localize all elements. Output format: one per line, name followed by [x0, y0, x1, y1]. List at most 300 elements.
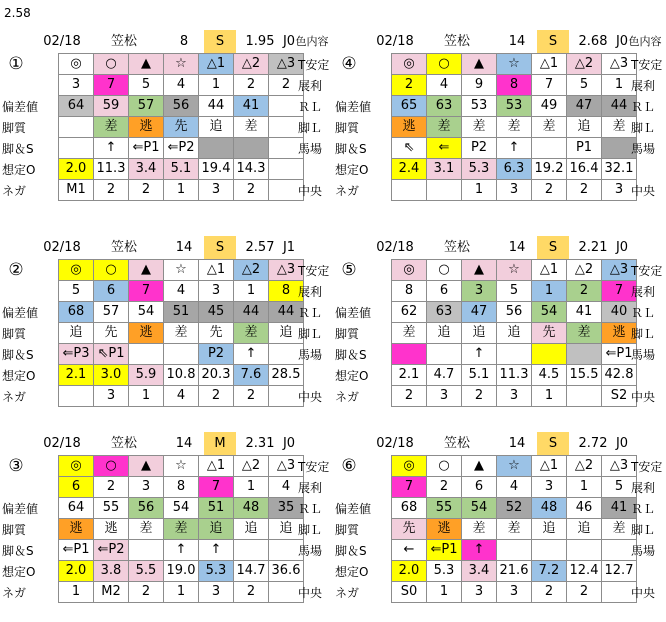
race-panel-p3 [0, 432, 330, 622]
grid-cell: △2 [567, 456, 602, 477]
grid-cell: 63 [427, 302, 462, 323]
grid-row [392, 117, 637, 138]
grid-row [59, 302, 304, 323]
grid-cell: ⇐P1 [59, 540, 94, 561]
grid-cell: 2 [129, 180, 164, 201]
grid-cell: 2 [129, 582, 164, 603]
grid-cell: P1 [567, 138, 602, 159]
row-label: 脚質 [335, 523, 360, 537]
grid-cell: 5 [129, 75, 164, 96]
side-label: 展利 [298, 79, 323, 93]
grid-row [392, 456, 637, 477]
grid-cell [532, 540, 567, 561]
side-label: 馬場 [298, 544, 323, 558]
grid-cell: 2 [94, 477, 129, 498]
grid-cell: ▲ [462, 260, 497, 281]
grid-row [59, 386, 304, 407]
grid-cell: ◎ [392, 260, 427, 281]
grid-cell: 追 [269, 323, 304, 344]
grid-cell: 3 [602, 180, 637, 201]
grid-row [59, 117, 304, 138]
grid-cell: 1 [199, 75, 234, 96]
grid-cell: S0 [392, 582, 427, 603]
grid-cell: 3 [427, 386, 462, 407]
grid-cell: 差 [532, 117, 567, 138]
row-label: ネガ [335, 586, 360, 600]
grid-cell: 44 [269, 302, 304, 323]
grid-cell: 32.1 [602, 159, 637, 180]
panel-header [333, 236, 653, 259]
grid-cell: ⇐P2 [164, 138, 199, 159]
grid-row [392, 302, 637, 323]
side-label: 展利 [631, 481, 656, 495]
panel-number-badge: ③ [8, 456, 24, 476]
grid-row [59, 54, 304, 75]
grid-cell: 5 [602, 477, 637, 498]
grid-cell: 5.9 [129, 365, 164, 386]
grid-cell: 6.3 [497, 159, 532, 180]
grid-cell: 2 [567, 582, 602, 603]
grid-cell: 55 [94, 498, 129, 519]
grid-cell: ◎ [59, 456, 94, 477]
grid-cell: ◎ [392, 54, 427, 75]
row-label: ネガ [335, 184, 360, 198]
side-label: 脚Ｌ [631, 523, 656, 537]
grid-cell: S2 [602, 386, 637, 407]
grid-cell: △3 [269, 456, 304, 477]
header-index: 2.72 [578, 436, 608, 451]
panel-number-badge: ④ [341, 54, 357, 74]
grid-row [59, 75, 304, 96]
grid-cell: ↑ [462, 344, 497, 365]
grid-cell: 差 [164, 323, 199, 344]
grid-cell: 追 [532, 519, 567, 540]
row-label: 想定O [335, 163, 369, 177]
grid-cell: P2 [199, 344, 234, 365]
row-label: 想定O [2, 369, 36, 383]
grid-cell: 3 [497, 386, 532, 407]
side-label: ＲＬ [298, 502, 323, 516]
grid-cell: 2 [94, 180, 129, 201]
grid-cell: 7 [392, 477, 427, 498]
grid-cell: △1 [532, 260, 567, 281]
grid-cell: 55 [427, 498, 462, 519]
grid-cell: 2 [234, 582, 269, 603]
header-surface: S [537, 432, 569, 455]
grid-cell [234, 138, 269, 159]
grid-cell: 先 [532, 323, 567, 344]
row-label: 偏差値 [335, 306, 372, 320]
header-index: 1.95 [245, 34, 275, 49]
side-label: 脚Ｌ [631, 121, 656, 135]
grid-cell: 20.3 [199, 365, 234, 386]
grid-cell: 逃 [392, 117, 427, 138]
row-label: 脚質 [2, 523, 27, 537]
grid-cell: 1 [532, 281, 567, 302]
grid-cell: ⇐P3 [59, 344, 94, 365]
grid-cell: 11.3 [94, 159, 129, 180]
row-label: 脚質 [2, 327, 27, 341]
grid-cell: △3 [602, 54, 637, 75]
grid-cell: 44 [602, 96, 637, 117]
grid-cell: ○ [94, 260, 129, 281]
header-track: 笠松 [443, 240, 470, 255]
grid-cell: 追 [59, 323, 94, 344]
grid-cell: ⇐P1 [602, 344, 637, 365]
grid-row [392, 498, 637, 519]
grid-cell: 2 [199, 386, 234, 407]
grid-cell: 41 [602, 498, 637, 519]
grid-cell [269, 159, 304, 180]
grid-cell: 逃 [129, 117, 164, 138]
grid-row [392, 365, 637, 386]
grid-cell: 64 [59, 96, 94, 117]
race-grid [391, 259, 637, 407]
side-label: 中央 [631, 586, 656, 600]
grid-cell: 1 [59, 582, 94, 603]
side-label: ＲＬ [631, 100, 656, 114]
side-label: ＲＬ [298, 306, 323, 320]
grid-cell: 28.5 [269, 365, 304, 386]
grid-cell: 1 [164, 582, 199, 603]
grid-row [59, 323, 304, 344]
grid-cell: 差 [602, 519, 637, 540]
grid-cell: 3.1 [427, 159, 462, 180]
grid-cell: 2.1 [59, 365, 94, 386]
grid-cell: 10.8 [164, 365, 199, 386]
header-date: 02/18 [376, 436, 414, 451]
grid-cell: 2 [567, 281, 602, 302]
header-index: 2.31 [245, 436, 275, 451]
grid-cell: △3 [602, 456, 637, 477]
grid-row [59, 477, 304, 498]
grid-cell: 2 [462, 386, 497, 407]
grid-cell: 56 [497, 302, 532, 323]
panel-header [0, 30, 329, 53]
grid-row [59, 260, 304, 281]
header-race: 14 [175, 436, 193, 451]
row-label: 脚＆S [335, 142, 367, 156]
grid-cell: 追 [234, 519, 269, 540]
row-label: 脚質 [335, 121, 360, 135]
side-label: 馬場 [631, 544, 656, 558]
grid-row [59, 498, 304, 519]
grid-row [59, 456, 304, 477]
grid-cell: △1 [532, 456, 567, 477]
grid-cell: 14.7 [234, 561, 269, 582]
grid-cell: △2 [567, 260, 602, 281]
grid-cell: 4 [164, 75, 199, 96]
grid-cell [532, 344, 567, 365]
grid-row [59, 96, 304, 117]
grid-cell: 2 [427, 477, 462, 498]
row-label: ネガ [2, 184, 27, 198]
grid-cell: 逃 [602, 323, 637, 344]
panel-header [0, 236, 320, 259]
grid-row [392, 281, 637, 302]
grid-cell: 差 [602, 117, 637, 138]
grid-cell: ▲ [462, 456, 497, 477]
header-index: 2.57 [245, 240, 275, 255]
panel-number-badge: ⑥ [341, 456, 357, 476]
grid-cell: 64 [59, 498, 94, 519]
grid-cell: 5.3 [462, 159, 497, 180]
grid-cell: ▲ [129, 260, 164, 281]
grid-cell: 追 [269, 519, 304, 540]
grid-cell: 先 [199, 323, 234, 344]
grid-cell: 5.3 [427, 561, 462, 582]
grid-cell: 差 [129, 519, 164, 540]
grid-cell: 先 [392, 519, 427, 540]
grid-cell: 44 [234, 302, 269, 323]
grid-cell: ☆ [164, 456, 199, 477]
grid-cell: 2 [234, 75, 269, 96]
grid-cell: △3 [602, 260, 637, 281]
grid-cell: 5.1 [462, 365, 497, 386]
race-panel-p4 [333, 30, 663, 220]
grid-cell: 差 [234, 323, 269, 344]
side-label: 馬場 [298, 348, 323, 362]
grid-cell [59, 117, 94, 138]
grid-cell: ☆ [164, 54, 199, 75]
grid-cell: 41 [234, 96, 269, 117]
grid-cell: 追 [199, 519, 234, 540]
grid-cell [164, 344, 199, 365]
grid-cell: 2.0 [392, 561, 427, 582]
grid-cell: 35 [269, 498, 304, 519]
grid-cell: 56 [129, 498, 164, 519]
header-surface: S [204, 30, 236, 53]
header-code: J0 [615, 240, 629, 255]
grid-cell: 8 [497, 75, 532, 96]
grid-row [392, 260, 637, 281]
row-label: 脚＆S [335, 544, 367, 558]
grid-row [392, 561, 637, 582]
grid-cell: 6 [427, 281, 462, 302]
grid-cell: 44 [199, 96, 234, 117]
grid-cell: 5.1 [164, 159, 199, 180]
header-race: 14 [175, 240, 193, 255]
row-label: ネガ [335, 390, 360, 404]
grid-cell: 46 [567, 498, 602, 519]
grid-cell: 1 [234, 281, 269, 302]
grid-cell: ▲ [129, 456, 164, 477]
grid-cell: 19.4 [199, 159, 234, 180]
grid-cell: 3 [532, 477, 567, 498]
grid-cell: 差 [462, 117, 497, 138]
grid-cell: 3 [94, 386, 129, 407]
grid-cell: 47 [462, 302, 497, 323]
grid-cell: 逃 [129, 323, 164, 344]
header-race: 14 [508, 34, 526, 49]
side-label: T安定 [631, 58, 663, 72]
grid-cell: 7.2 [532, 561, 567, 582]
grid-cell: 51 [164, 302, 199, 323]
grid-cell: 3 [462, 582, 497, 603]
grid-cell: 2 [532, 180, 567, 201]
grid-cell: 59 [94, 96, 129, 117]
grid-cell: 2 [392, 386, 427, 407]
grid-cell: 7 [602, 281, 637, 302]
grid-cell: 1 [532, 386, 567, 407]
grid-cell: 2 [392, 75, 427, 96]
grid-row [392, 96, 637, 117]
grid-cell: 2 [532, 582, 567, 603]
grid-cell: 3.0 [94, 365, 129, 386]
grid-cell: 2 [269, 75, 304, 96]
grid-cell: 14.3 [234, 159, 269, 180]
grid-cell: 6 [462, 477, 497, 498]
grid-cell: 7 [129, 281, 164, 302]
grid-cell: 11.3 [497, 365, 532, 386]
grid-cell: ⇖P1 [94, 344, 129, 365]
panel-header [333, 432, 653, 455]
grid-cell: ↑ [94, 138, 129, 159]
grid-cell: 6 [59, 477, 94, 498]
grid-cell: 42.8 [602, 365, 637, 386]
side-label: ＲＬ [298, 100, 323, 114]
grid-row [392, 386, 637, 407]
grid-cell: ○ [427, 54, 462, 75]
grid-cell: 7 [94, 75, 129, 96]
grid-cell: 53 [497, 96, 532, 117]
grid-cell: △1 [199, 54, 234, 75]
grid-cell [199, 138, 234, 159]
grid-cell: 7 [199, 477, 234, 498]
grid-cell: △3 [269, 54, 304, 75]
race-grid [58, 455, 304, 603]
row-label: 想定O [335, 369, 369, 383]
grid-cell: 差 [164, 519, 199, 540]
grid-cell: 1 [129, 386, 164, 407]
grid-cell: 54 [164, 498, 199, 519]
grid-cell: 1 [602, 75, 637, 96]
row-label: 偏差値 [2, 502, 39, 516]
grid-cell: 54 [462, 498, 497, 519]
grid-cell: 先 [94, 323, 129, 344]
grid-cell: 53 [462, 96, 497, 117]
grid-cell: ⇐P2 [94, 540, 129, 561]
grid-cell: 4 [164, 281, 199, 302]
side-label: ＲＬ [631, 502, 656, 516]
race-grid [391, 53, 637, 201]
side-label: 馬場 [631, 348, 656, 362]
panel-number-badge: ⑤ [341, 260, 357, 280]
grid-cell: 追 [199, 117, 234, 138]
race-panel-p1 [0, 30, 330, 220]
grid-cell: 54 [532, 302, 567, 323]
grid-cell: 12.4 [567, 561, 602, 582]
grid-cell: 追 [497, 323, 532, 344]
grid-cell [567, 344, 602, 365]
grid-cell: ▲ [462, 54, 497, 75]
grid-row [59, 582, 304, 603]
grid-cell: 4 [269, 477, 304, 498]
grid-cell: 1 [567, 477, 602, 498]
grid-cell: ↑ [497, 138, 532, 159]
grid-cell: P2 [462, 138, 497, 159]
side-label: T安定 [298, 264, 330, 278]
grid-cell: 3 [199, 180, 234, 201]
grid-cell: ○ [94, 54, 129, 75]
row-label: ネガ [2, 586, 27, 600]
grid-cell [497, 344, 532, 365]
side-label: 中央 [298, 586, 323, 600]
grid-cell: 4 [497, 477, 532, 498]
grid-cell: 3 [199, 582, 234, 603]
grid-cell: ⇐P1 [427, 540, 462, 561]
row-label: 想定O [2, 565, 36, 579]
grid-cell: 2.0 [59, 561, 94, 582]
grid-cell: ↑ [199, 540, 234, 561]
row-label: 脚質 [335, 327, 360, 341]
grid-row [392, 75, 637, 96]
grid-cell: 2.0 [59, 159, 94, 180]
grid-cell [59, 138, 94, 159]
grid-cell: 40 [602, 302, 637, 323]
grid-cell: △2 [234, 54, 269, 75]
grid-cell: 2.4 [392, 159, 427, 180]
grid-cell: 2 [567, 180, 602, 201]
grid-cell: 7.6 [234, 365, 269, 386]
grid-cell: M2 [94, 582, 129, 603]
grid-cell: 1 [462, 180, 497, 201]
row-label: 偏差値 [335, 502, 372, 516]
header-surface: S [537, 236, 569, 259]
grid-row [392, 138, 637, 159]
side-label: ＲＬ [631, 306, 656, 320]
grid-cell: 差 [497, 519, 532, 540]
grid-cell: 65 [392, 96, 427, 117]
header-date: 02/18 [376, 34, 414, 49]
grid-row [59, 281, 304, 302]
grid-cell: 57 [94, 302, 129, 323]
grid-cell: △2 [234, 456, 269, 477]
grid-cell: 68 [59, 302, 94, 323]
grid-cell: 8 [269, 281, 304, 302]
grid-cell: ☆ [164, 260, 199, 281]
grid-cell: 19.0 [164, 561, 199, 582]
grid-cell: 3.4 [462, 561, 497, 582]
header-track: 笠松 [110, 240, 137, 255]
grid-cell: 追 [567, 117, 602, 138]
side-label: 展利 [631, 285, 656, 299]
race-grid [58, 53, 304, 201]
grid-cell: 2 [234, 386, 269, 407]
grid-cell: 5.5 [129, 561, 164, 582]
side-label: 脚Ｌ [298, 121, 323, 135]
race-panel-p5 [333, 236, 663, 426]
grid-cell: 62 [392, 302, 427, 323]
header-track: 笠松 [443, 34, 470, 49]
grid-cell: 3 [497, 582, 532, 603]
grid-cell: 6 [94, 281, 129, 302]
grid-cell: 16.4 [567, 159, 602, 180]
grid-cell: △1 [532, 54, 567, 75]
row-label: 脚＆S [2, 544, 34, 558]
grid-cell: 追 [567, 519, 602, 540]
side-label: T安定 [298, 460, 330, 474]
grid-row [392, 180, 637, 201]
header-race: 14 [508, 240, 526, 255]
header-surface: M [204, 432, 236, 455]
grid-row [59, 561, 304, 582]
grid-cell: ◎ [59, 260, 94, 281]
grid-cell: 68 [392, 498, 427, 519]
grid-cell [392, 344, 427, 365]
header-extra-label: 色内容 [628, 35, 662, 48]
grid-cell: 7 [532, 75, 567, 96]
